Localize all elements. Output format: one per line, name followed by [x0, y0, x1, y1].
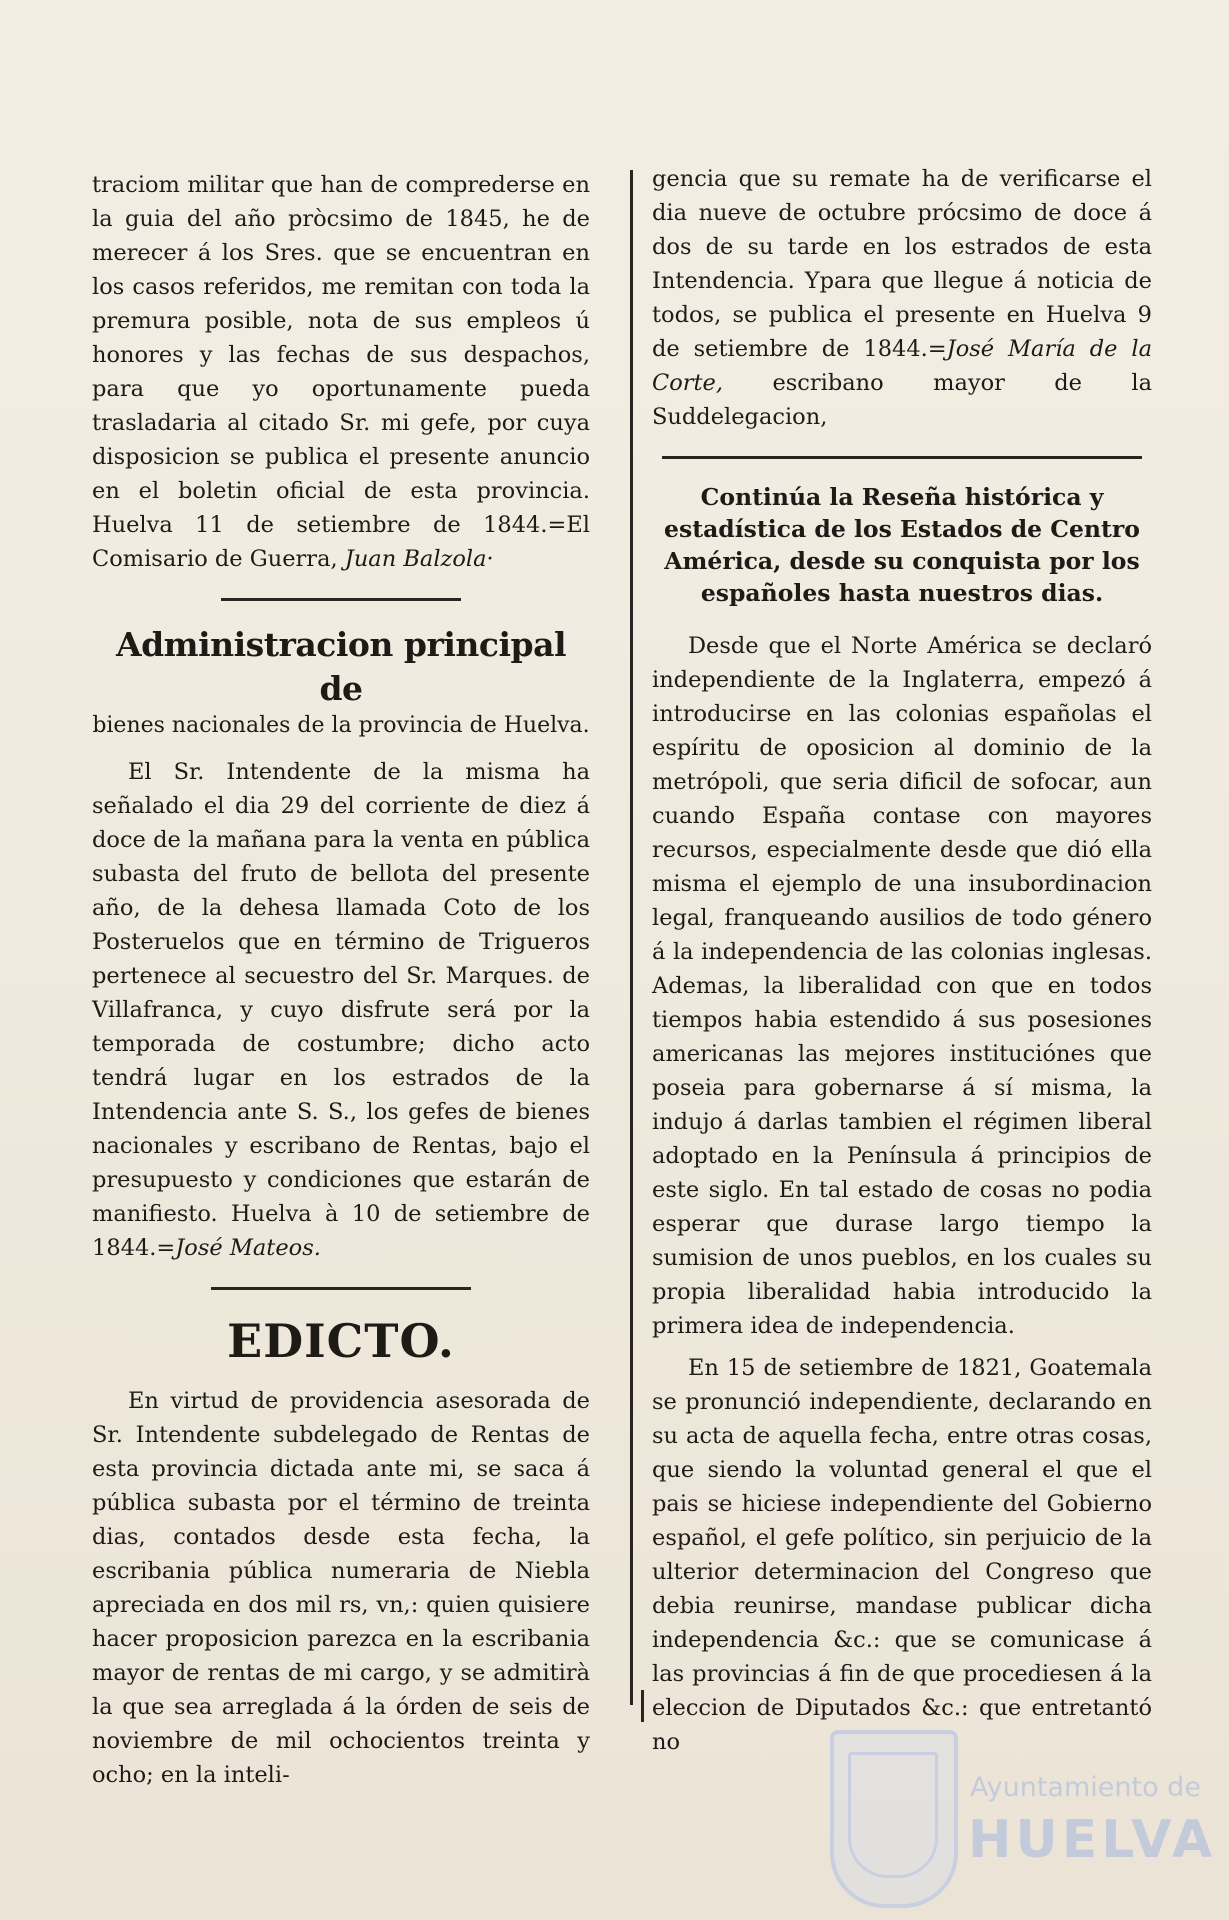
edicto-signature: José María de la Corte, [652, 336, 1152, 396]
watermark-line-1: Ayuntamiento de [970, 1772, 1201, 1803]
notice-signature: Juan Balzola· [344, 546, 494, 572]
admin-paragraph [92, 755, 590, 1265]
left-column [92, 168, 590, 1792]
admin-subheading: bienes nacionales de la provincia de Huelva. [92, 713, 590, 738]
admin-text: El Sr. Intendente de la misma ha señalado el dia 29 del corriente de diez á doce de la mañana para la venta en pública subasta del fruto de bellota del presente año, de la dehesa llamada Coto de los Posteruelos que en término de Trigueros pertenece al secuestro del Sr. Marques. de Villafranca, y cuyo disfrute será por la temporada de costumbre; dicho acto tendrá lugar en los estrados de la Intendencia ante S. S., los gefes de bienes nacionales y escribano de Rentas, bajo el presupuesto y condiciones que estarán de manifiesto. Huelva à 10 de setiembre de 1844.= [92, 759, 590, 1261]
resena-paragraph-2: En 15 de setiembre de 1821, Goatemala se pronunció independiente, declarando en su acta de aquella fecha, entre otras cosas, que siendo la voluntad general el que el pais se hiciese independiente del Gobierno español, el gefe político, sin perjuicio de la ulterior determinacion del Congreso que debia reunirse, mandase publicar dicha independencia &c.: que se comunicase á las provincias á fin de que procediesen á la eleccion de Diputados &c.: que entretantó no [652, 1355, 1152, 1755]
resena-heading: Continúa la Reseña histórica y estadística de los Estados de Centro América, desde su conquista por los españoles hasta nuestros dias. [664, 483, 1140, 607]
edicto-continuation [652, 162, 1152, 434]
resena-paragraph-1: Desde que el Norte América se declaró independiente de la Inglaterra, empezó á introducirse en las colonias españolas el espíritu de oposicion al dominio de la metrópoli, que seria dificil de sofocar, aun cuando España contase con mayores recursos, especialmente desde que dió ella misma el ejemplo de una insubordinacion legal, franqueando ausilios de todo género á la independencia de las colonias inglesas. Ademas, la liberalidad con que en todos tiempos habia estendido á sus posesiones americanas las mejores instituciónes que poseia para gobernarse á sí misma, la indujo á darlas tambien el régimen liberal adoptado en la Península á principios de este siglo. En tal estado de cosas no podia esperar que durase largo tiempo la sumision de unos pueblos, en los cuales su propia liberalidad habia introducido la primera idea de independencia. [652, 633, 1152, 1339]
section-divider [211, 1287, 471, 1290]
notice-text: traciom militar que han de comprederse en la guia del año pròcsimo de 1845, he de merecer á los Sres. que se encuentran en los casos referidos, me remitan con toda la premura posible, nota de sus empleos ú honores y las fechas de sus despachos, para que yo oportunamente pueda trasladaria al citado Sr. mi gefe, por cuya disposicion se publica el presente anuncio en el boletin oficial de esta provincia. Huelva 11 de setiembre de 1844.=El Comisario de Guerra, [92, 172, 590, 572]
section-divider [221, 598, 461, 601]
edicto-continuation-text: gencia que su remate ha de verificarse el dia nueve de octubre prócsimo de doce á dos de su tarde en los estrados de esta Intendencia. Ypara que llegue á noticia de todos, se publica el presente en Huelva 9 de setiembre de 1844.= [652, 166, 1152, 362]
watermark-line-2: HUELVA [968, 1810, 1217, 1870]
column-divider [630, 170, 633, 1705]
column-divider-tick [641, 1690, 644, 1722]
edicto-heading: EDICTO. [227, 1314, 455, 1368]
right-column [652, 162, 1152, 1759]
section-divider [662, 456, 1142, 459]
notice-paragraph [92, 168, 590, 576]
edicto-paragraph: En virtud de providencia asesorada de Sr. Intendente subdelegado de Rentas de esta provincia dictada ante mi, se saca á pública subasta por el término de treinta dias, contados desde esta fecha, la escribania pública numeraria de Niebla apreciada en dos mil rs, vn,: quien quisiere hacer proposicion parezca en la escribania mayor de rentas de mi cargo, y se admitirà la que sea arreglada á la órden de seis de noviembre de mil ochocientos treinta y ocho; en la inteli- [92, 1388, 590, 1788]
coat-of-arms-icon [830, 1730, 958, 1908]
coat-of-arms-inner [848, 1752, 938, 1878]
admin-heading: Administracion principal de [116, 625, 566, 708]
watermark-logo [810, 1730, 1229, 1920]
edicto-signature-title: escribano mayor de la Suddelegacion, [652, 370, 1152, 430]
admin-signature: José Mateos. [175, 1235, 321, 1261]
